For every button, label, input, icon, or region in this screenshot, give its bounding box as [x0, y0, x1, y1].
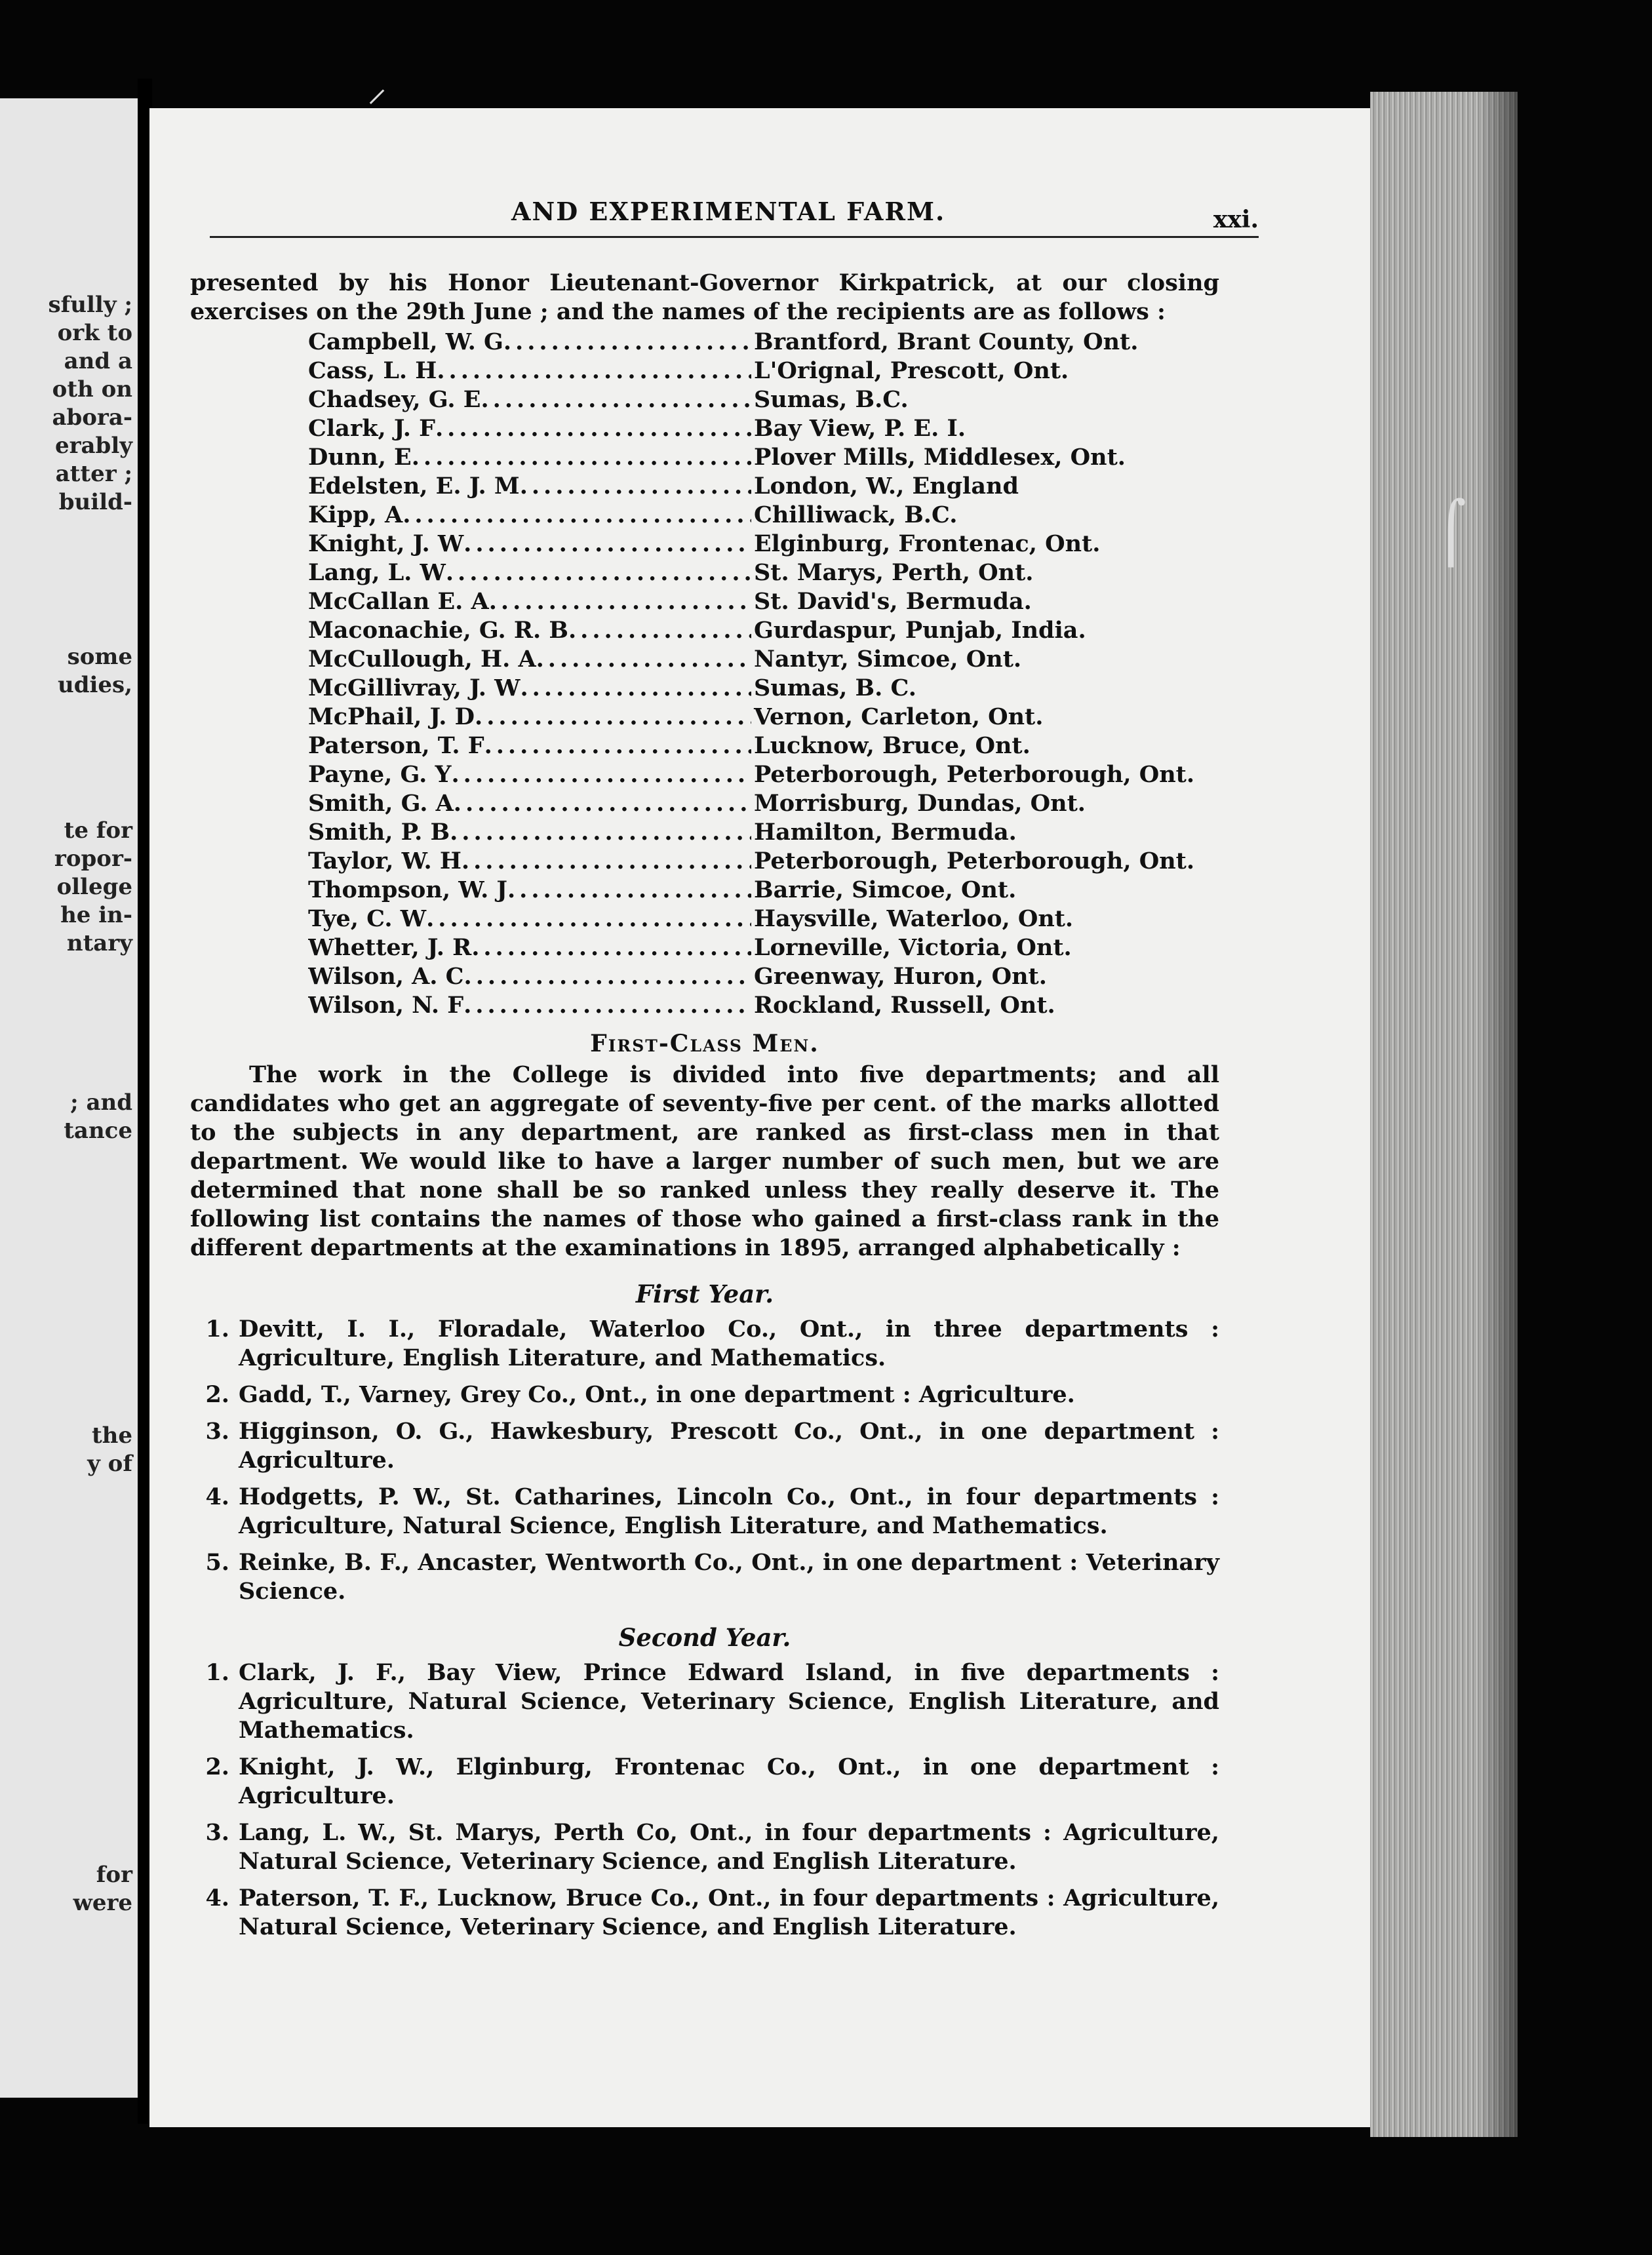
leader-dots [484, 732, 751, 760]
margin-fragment: tance [64, 1118, 132, 1144]
item-number: 1. [205, 1316, 229, 1343]
margin-fragment: ollege [56, 874, 132, 900]
recipient-name: Whetter, J. R [308, 934, 472, 961]
recipient-row [308, 876, 1219, 905]
recipient-row [308, 357, 1219, 385]
list-item [190, 1818, 1219, 1876]
recipient-name: Kipp, A [308, 501, 403, 528]
recipient-place: Morrisburg, Dundas, Ont. [754, 790, 1086, 817]
leader-dots [536, 645, 751, 674]
recipient-name: McCallan E. A [308, 588, 489, 615]
facing-page [0, 98, 138, 2098]
recipient-name: McCullough, H. A [308, 646, 536, 673]
list-item [190, 1315, 1219, 1373]
recipient-place: Gurdaspur, Punjab, India. [754, 617, 1086, 644]
leader-dots [462, 847, 751, 876]
recipient-place: Chilliwack, B.C. [754, 501, 958, 528]
recipient-name: Clark, J. F [308, 415, 435, 442]
recipient-place: Peterborough, Peterborough, Ont. [754, 761, 1195, 788]
leader-dots [481, 385, 751, 414]
recipient-place: Haysville, Waterloo, Ont. [754, 905, 1074, 932]
recipient-name: Smith, G. A [308, 790, 454, 817]
leader-dots [489, 587, 751, 616]
recipient-row [308, 530, 1219, 559]
recipient-place: Plover Mills, Middlesex, Ont. [754, 444, 1126, 471]
recipient-row [308, 789, 1219, 818]
recipient-list [308, 328, 1219, 1020]
item-text: Paterson, T. F., Lucknow, Bruce Co., Ont., in four departments : Agriculture, Natural Science, Veterinary Science, and English Literature. [239, 1885, 1219, 1940]
recipient-row [308, 703, 1219, 732]
margin-fragment: te for [64, 817, 132, 844]
recipient-place: Vernon, Carleton, Ont. [754, 703, 1044, 730]
list-item [190, 1658, 1219, 1745]
recipient-row [308, 847, 1219, 876]
recipient-name: Smith, P. B [308, 819, 450, 846]
recipient-place: Hamilton, Bermuda. [754, 819, 1017, 846]
leader-dots [507, 876, 751, 905]
list-item [190, 1753, 1219, 1811]
running-header [210, 197, 1259, 236]
leader-dots [464, 962, 751, 991]
leader-dots [454, 789, 751, 818]
header-title: AND EXPERIMENTAL FARM. [511, 197, 946, 226]
recipient-name: Taylor, W. H [308, 848, 462, 874]
recipient-row [308, 443, 1219, 472]
recipient-name: Lang, L. W [308, 559, 446, 586]
recipient-row [308, 818, 1219, 847]
item-text: Higginson, O. G., Hawkesbury, Prescott Co., Ont., in one department : Agriculture. [239, 1418, 1219, 1474]
margin-fragment: for [96, 1862, 132, 1888]
recipient-row [308, 760, 1219, 789]
margin-fragment: the [91, 1422, 132, 1449]
margin-fragment: sfully ; [48, 292, 132, 318]
margin-fragment: y of [87, 1451, 132, 1477]
recipient-place: L'Orignal, Prescott, Ont. [754, 357, 1069, 384]
margin-fragment: ropor- [54, 846, 132, 872]
recipient-name: Cass, L. H [308, 357, 437, 384]
recipient-row [308, 472, 1219, 501]
recipient-place: Elginburg, Frontenac, Ont. [754, 530, 1101, 557]
header-rule [210, 236, 1259, 238]
recipient-place: St. Marys, Perth, Ont. [754, 559, 1034, 586]
item-number: 4. [205, 1885, 229, 1912]
recipient-name: Wilson, N. F [308, 992, 464, 1019]
recipient-place: Lucknow, Bruce, Ont. [754, 732, 1031, 759]
recipient-row [308, 501, 1219, 530]
margin-fragment: udies, [57, 672, 132, 698]
margin-fragment: some [67, 644, 132, 670]
recipient-row [308, 559, 1219, 587]
recipient-name: McGillivray, J. W [308, 675, 521, 701]
recipient-place: London, W., England [754, 473, 1019, 500]
recipient-row [308, 645, 1219, 674]
recipient-row [308, 616, 1219, 645]
recipient-row [308, 414, 1219, 443]
leader-dots [426, 905, 751, 933]
margin-fragment: erably [54, 433, 132, 459]
leader-dots [503, 328, 751, 357]
leader-dots [437, 357, 751, 385]
recipient-name: Campbell, W. G [308, 328, 503, 355]
list-item [190, 1381, 1219, 1409]
intro-paragraph: presented by his Honor Lieutenant-Governor Kirkpatrick, at our closing exercises on the 29th June ; and the names of the recipients are as follows : [190, 269, 1219, 325]
first-year-list [190, 1315, 1219, 1606]
recipient-place: St. David's, Bermuda. [754, 588, 1032, 615]
recipient-row [308, 674, 1219, 703]
list-item [190, 1417, 1219, 1475]
leader-dots [446, 559, 751, 587]
leader-dots [463, 530, 751, 559]
margin-fragment: ntary [66, 930, 132, 956]
first-year-heading: First Year. [635, 1280, 774, 1308]
item-number: 3. [205, 1819, 229, 1846]
recipient-name: Paterson, T. F [308, 732, 484, 759]
first-class-paragraph: The work in the College is divided into five departments; and all candidates who get an aggregate of seventy-five per cent. of the marks allotted to the subjects in any department, are ranked as first-class men in that department. We would like to have a larger number of such men, but we are determined that none shall be so ranked unless they really deserve it. The following list contains the names of those who gained a first-class rank in the different departments at the examinations in 1895, arranged alphabetically : [190, 1061, 1219, 1261]
item-number: 1. [205, 1659, 229, 1686]
margin-fragment: oth on [52, 376, 132, 402]
dust-mark: ⸝ [367, 65, 387, 111]
recipient-row [308, 962, 1219, 991]
item-number: 4. [205, 1483, 229, 1510]
leader-dots [463, 991, 751, 1020]
recipient-place: Bay View, P. E. I. [754, 415, 966, 442]
list-item [190, 1548, 1219, 1606]
leader-dots [520, 674, 751, 703]
list-item [190, 1483, 1219, 1540]
recipient-name: Maconachie, G. R. B [308, 617, 568, 644]
item-text: Hodgetts, P. W., St. Catharines, Lincoln Co., Ont., in four departments : Agriculture, Natural Science, English Literature, and Mathematics. [239, 1483, 1219, 1539]
leader-dots [568, 616, 751, 645]
second-year-heading: Second Year. [618, 1623, 791, 1652]
recipient-name: Payne, G. Y [308, 761, 452, 788]
leader-dots [403, 501, 751, 530]
leader-dots [475, 703, 751, 732]
dust-mark: ⌠ [1436, 498, 1466, 567]
margin-fragment: build- [58, 489, 132, 515]
second-year-list [190, 1658, 1219, 1942]
recipient-name: Thompson, W. J [308, 876, 507, 903]
recipient-name: Knight, J. W [308, 530, 464, 557]
recipient-row [308, 385, 1219, 414]
recipient-name: Chadsey, G. E [308, 386, 481, 413]
item-text: Reinke, B. F., Ancaster, Wentworth Co., Ont., in one department : Veterinary Science. [239, 1549, 1219, 1605]
recipient-place: Nantyr, Simcoe, Ont. [754, 646, 1022, 673]
margin-fragment: and a [64, 348, 132, 374]
item-text: Lang, L. W., St. Marys, Perth Co, Ont., in four departments : Agriculture, Natural Science, Veterinary Science, and English Literature. [239, 1819, 1219, 1875]
recipient-row [308, 732, 1219, 760]
item-text: Knight, J. W., Elginburg, Frontenac Co., Ont., in one department : Agriculture. [239, 1754, 1219, 1809]
recipient-place: Rockland, Russell, Ont. [754, 992, 1055, 1019]
margin-fragment: abora- [52, 404, 132, 431]
margin-fragment: he in- [60, 902, 132, 928]
recipient-place: Sumas, B. C. [754, 675, 916, 701]
item-number: 2. [205, 1381, 229, 1408]
margin-fragment: ork to [57, 320, 132, 346]
recipient-row [308, 905, 1219, 933]
recipient-row [308, 933, 1219, 962]
recipient-name: Tye, C. W [308, 905, 427, 932]
leader-dots [451, 760, 751, 789]
recipient-row [308, 991, 1219, 1020]
margin-fragment: ; and [70, 1089, 132, 1116]
recipient-place: Sumas, B.C. [754, 386, 909, 413]
page-number: xxi. [1213, 206, 1259, 233]
recipient-name: Edelsten, E. J. M [308, 473, 520, 500]
recipient-place: Greenway, Huron, Ont. [754, 963, 1047, 990]
recipient-place: Lorneville, Victoria, Ont. [754, 934, 1072, 961]
leader-dots [412, 443, 751, 472]
item-number: 3. [205, 1418, 229, 1445]
recipient-place: Peterborough, Peterborough, Ont. [754, 848, 1195, 874]
item-text: Gadd, T., Varney, Grey Co., Ont., in one department : Agriculture. [239, 1381, 1075, 1408]
recipient-row [308, 328, 1219, 357]
item-text: Clark, J. F., Bay View, Prince Edward Island, in five departments : Agriculture, Natural Science, Veterinary Science, English Literature, and Mathematics. [239, 1659, 1219, 1744]
page-block-edge [1370, 92, 1518, 2137]
leader-dots [450, 818, 751, 847]
page-body [190, 269, 1219, 1950]
recipient-place: Brantford, Brant County, Ont. [754, 328, 1139, 355]
section-heading-first-class: First-Class Men. [590, 1030, 819, 1057]
recipient-name: Dunn, E [308, 444, 412, 471]
list-item [190, 1884, 1219, 1942]
leader-dots [435, 414, 751, 443]
item-number: 5. [205, 1549, 229, 1576]
recipient-name: Wilson, A. C [308, 963, 464, 990]
recipient-row [308, 587, 1219, 616]
leader-dots [520, 472, 751, 501]
leader-dots [471, 933, 751, 962]
recipient-name: McPhail, J. D [308, 703, 475, 730]
item-number: 2. [205, 1754, 229, 1780]
margin-fragment: were [73, 1890, 132, 1916]
recipient-place: Barrie, Simcoe, Ont. [754, 876, 1017, 903]
item-text: Devitt, I. I., Floradale, Waterloo Co., Ont., in three departments : Agriculture, English Literature, and Mathematics. [239, 1316, 1219, 1371]
margin-fragment: atter ; [55, 461, 132, 487]
